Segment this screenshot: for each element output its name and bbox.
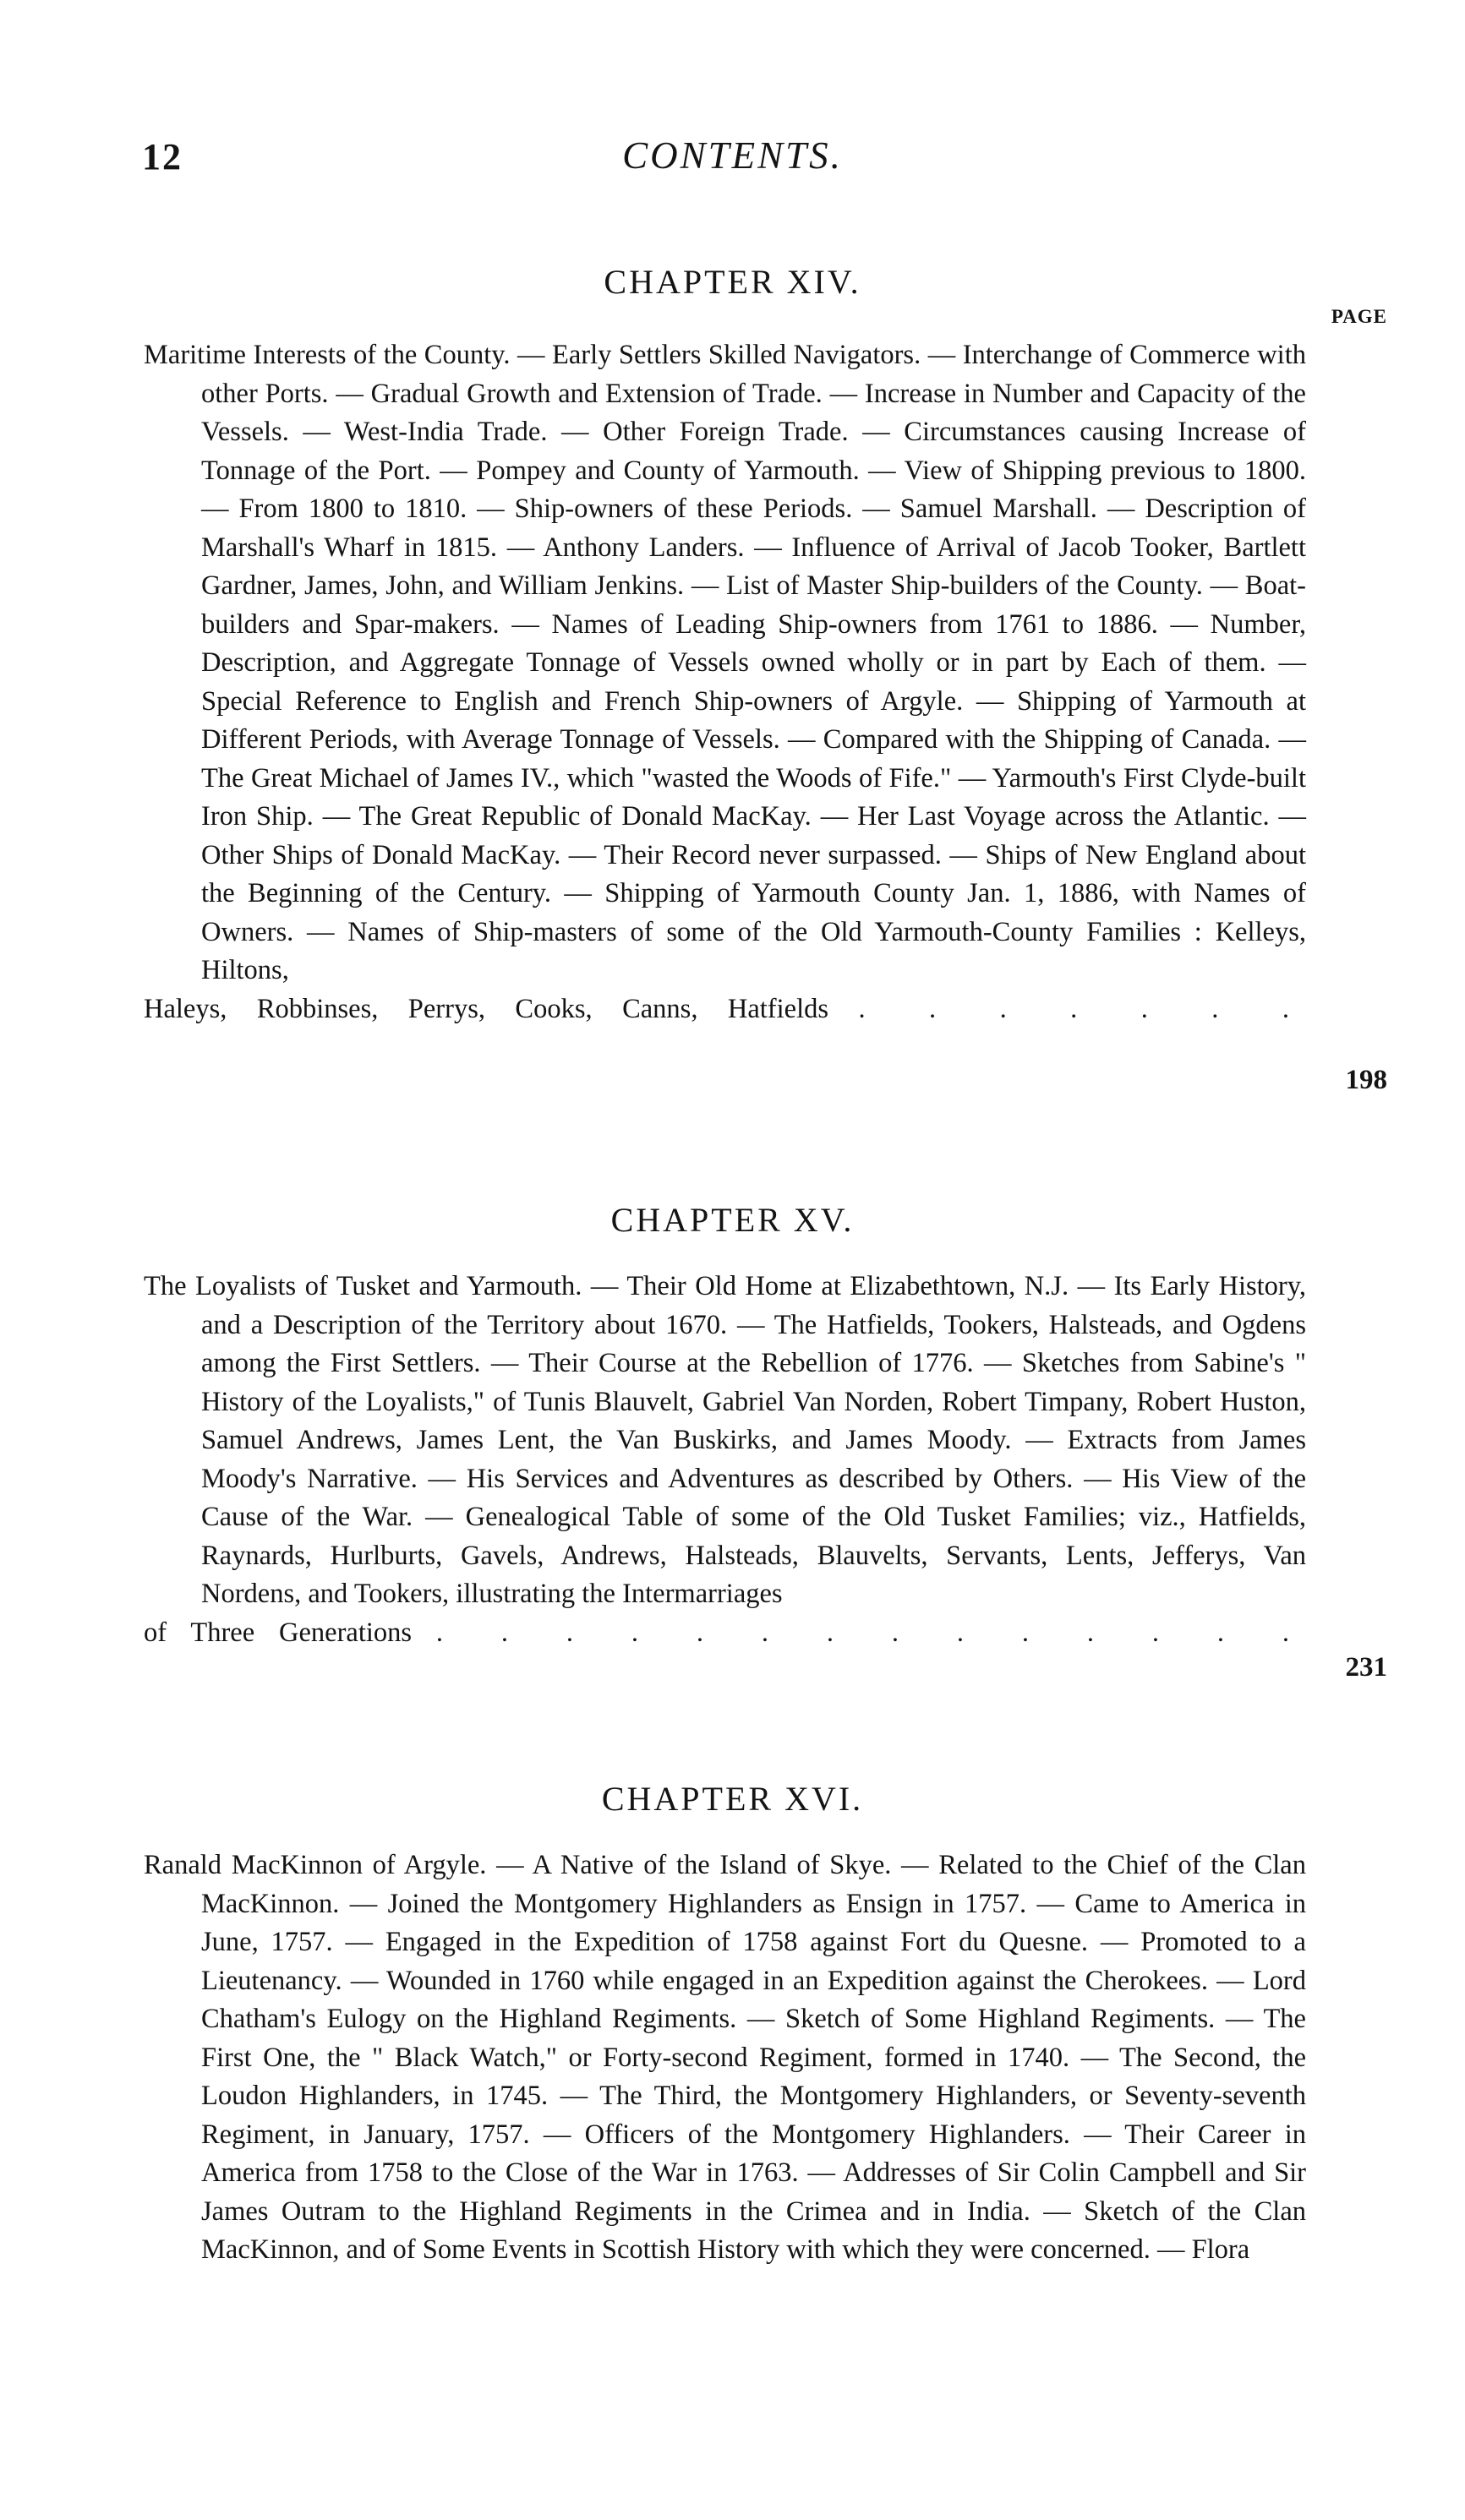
page-number: 12 [142,136,183,177]
last-line-text: of Three Generations [144,1617,413,1648]
dot-leader: . . . . . . . . . . . . . . [435,1617,1306,1648]
last-line-text: Haleys, Robbinses, Perrys, Cooks, Canns, Hatfields [144,993,829,1024]
running-title: CONTENTS. [622,134,843,177]
chapter-summary-last-line [144,1614,1306,1653]
chapter-summary-text: Ranald MacKinnon of Argyle. — A Native of the Island of Skye. — Related to the Chief of the Clan MacKinnon. — Joined the Montgomery Highlanders as Ensign in 1757. — Came to America in June, 1757. — Engaged in the Expedition of 1758 against Fort du Quesne. — Promoted to a Lieutenancy. — Wounded in 1760 while engaged in an Expedition against the Cherokees. — Lord Chatham's Eulogy on the Highland Regiments. — Sketch of Some Highland Regiments. — The First One, the " Black Watch," or Forty-second Regiment, formed in 1740. — The Second, the Loudon Highlanders, in 1745. — The Third, the Montgomery Highlanders, or Seventy-seventh Regiment, in January, 1757. — Officers of the Montgomery Highlanders. — Their Career in America from 1758 to the Close of the War in 1763. — Addresses of Sir Colin Campbell and Sir James Outram to the Highland Regiments in the Crimea and in India. — Sketch of the Clan MacKinnon, and of Some Events in Scottish History with which they were concerned. — Flora [144,1850,1306,2265]
dot-leader: . . . . . . . [858,993,1306,1024]
chapter-summary-xvi [144,1846,1306,2270]
chapter-heading-xv: CHAPTER XV. [610,1201,855,1239]
page-reference-xv: 231 [1345,1652,1387,1683]
chapter-summary-xv [144,1268,1306,1652]
chapter-summary-xiv [144,336,1306,1028]
page-reference-xiv: 198 [1345,1065,1387,1095]
chapter-heading-xvi: CHAPTER XVI. [601,1780,864,1818]
chapter-summary-last-line [144,990,1306,1029]
chapter-summary-text: Maritime Interests of the County. — Early Settlers Skilled Navigators. — Interchange of Commerce with other Ports. — Gradual Growth and Extension of Trade. — Increase in Number and Capacity of the Vessels. — West-India Trade. — Other Foreign Trade. — Circumstances causing Increase of Tonnage of the Port. — Pompey and County of Yarmouth. — View of Shipping previous to 1800. — From 1800 to 1810. — Ship-owners of these Periods. — Samuel Marshall. — Description of Marshall's Wharf in 1815. — Anthony Landers. — Influence of Arrival of Jacob Tooker, Bartlett Gardner, James, John, and William Jenkins. — List of Master Ship-builders of the County. — Boat-builders and Spar-makers. — Names of Leading Ship-owners from 1761 to 1886. — Number, Description, and Aggregate Tonnage of Vessels owned wholly or in part by Each of them. — Special Reference to English and French Ship-owners of Argyle. — Shipping of Yarmouth at Different Periods, with Average Tonnage of Vessels. — Compared with the Shipping of Canada. — The Great Michael of James IV., which "wasted the Woods of Fife." — Yarmouth's First Clyde-built Iron Ship. — The Great Republic of Donald MacKay. — Her Last Voyage across the Atlantic. — Other Ships of Donald MacKay. — Their Record never surpassed. — Ships of New England about the Beginning of the Century. — Shipping of Yarmouth County Jan. 1, 1886, with Names of Owners. — Names of Ship-masters of some of the Old Yarmouth-County Families : Kelleys, Hiltons, [144,340,1306,985]
chapter-heading-xiv: CHAPTER XIV. [604,263,861,301]
chapter-summary-text: The Loyalists of Tusket and Yarmouth. — Their Old Home at Elizabethtown, N.J. — Its Early History, and a Description of the Territory about 1670. — The Hatfields, Tookers, Halsteads, and Ogdens among the First Settlers. — Their Course at the Rebellion of 1776. — Sketches from Sabine's " History of the Loyalists," of Tunis Blauvelt, Gabriel Van Norden, Robert Timpany, Robert Huston, Samuel Andrews, James Lent, the Van Buskirks, and James Moody. — Extracts from James Moody's Narrative. — His Services and Adventures as described by Others. — His View of the Cause of the War. — Genealogical Table of some of the Old Tusket Families; viz., Hatfields, Raynards, Hurlburts, Gavels, Andrews, Halsteads, Blauvelts, Servants, Lents, Jefferys, Van Nordens, and Tookers, illustrating the Intermarriages [144,1271,1306,1609]
page-column-label: PAGE [1331,306,1387,327]
